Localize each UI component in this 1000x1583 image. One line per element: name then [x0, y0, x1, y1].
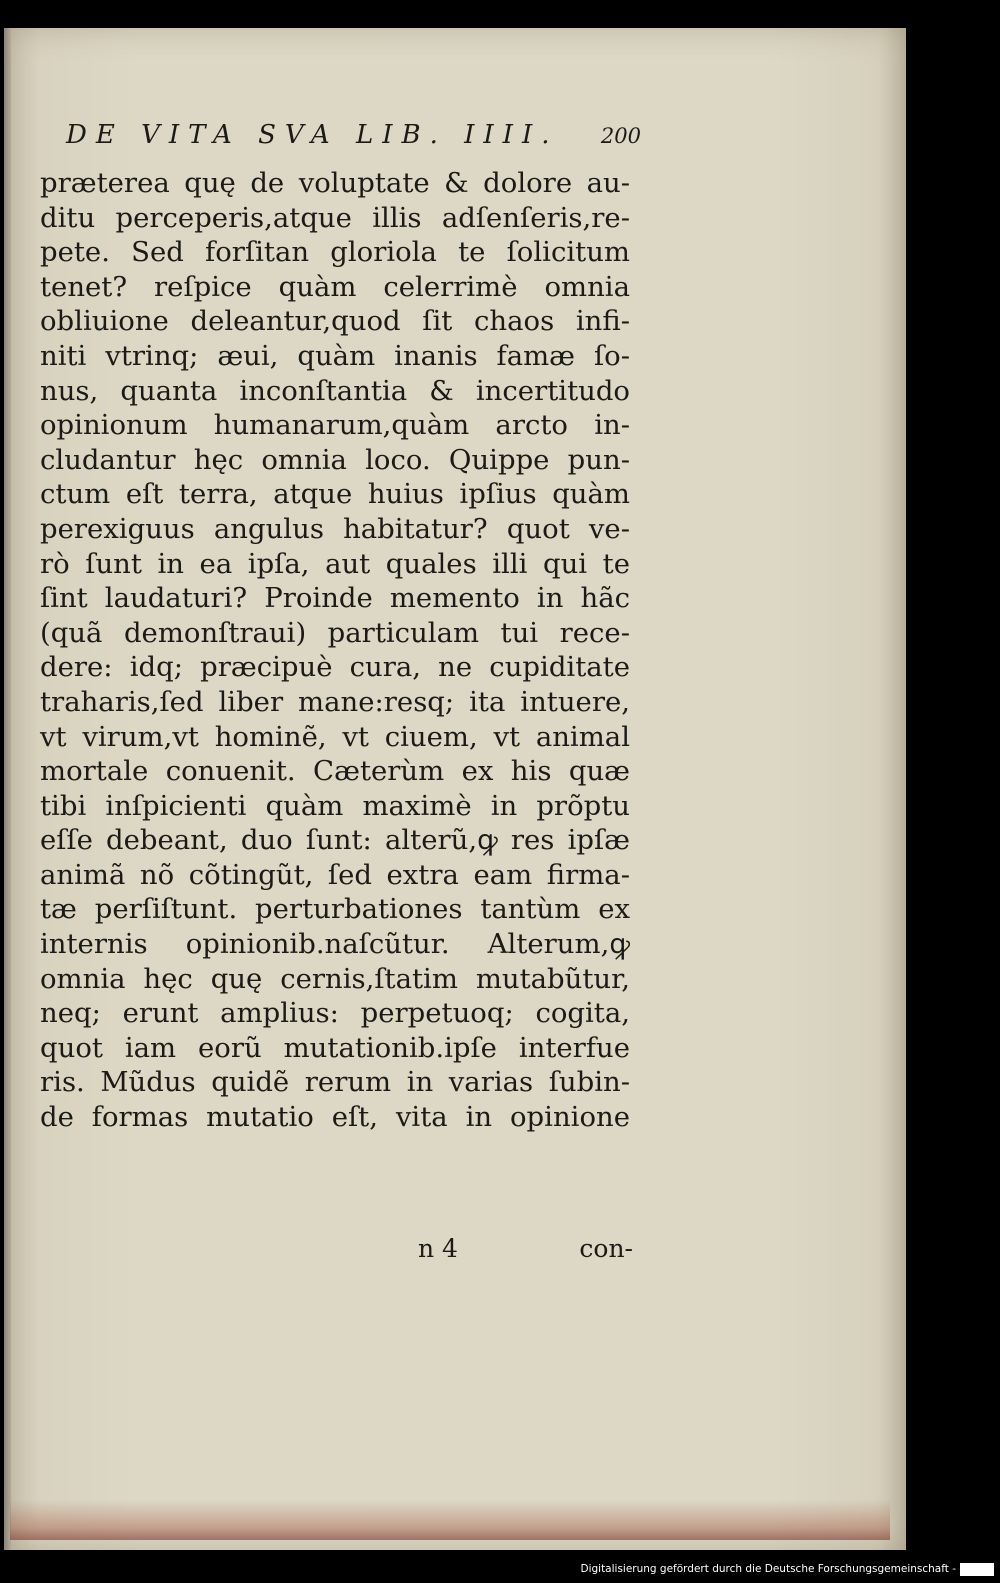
footer-credit: Digitalisierung gefördert durch die Deutsche Forschungsgemeinschaft -	[580, 1563, 956, 1575]
catchline	[418, 1234, 633, 1268]
page-gutter-edge	[4, 28, 11, 1550]
text-line: internis opinionib.naſcũtur. Alterum,ꝙ	[40, 928, 630, 961]
text-line: cludantur hęc omnia loco. Quippe pun-	[40, 443, 630, 476]
text-line: niti vtrinq; æui, quàm inanis famæ ſo-	[40, 339, 630, 372]
digitization-footer	[580, 1559, 994, 1579]
text-line: mortale conuenit. Cæterùm ex his quæ	[40, 755, 630, 788]
text-line: ctum eſt terra, atque huius ipſius quàm	[40, 478, 630, 511]
text-line: pete. Sed forſitan gloriola te ſolicitum	[40, 236, 630, 269]
text-line: ſint laudaturi? Proinde memento in hãc	[40, 582, 630, 615]
text-line: ris. Mũdus quidẽ rerum in varias ſubin-	[40, 1066, 630, 1099]
text-line: omnia hęc quę cernis,ſtatim mutabũtur,	[40, 962, 630, 995]
dfg-logo-icon	[960, 1563, 994, 1576]
text-line: rò ſunt in ea ipſa, aut quales illi qui te	[40, 547, 630, 580]
folio-number: 200	[600, 124, 641, 148]
text-line: perexiguus angulus habitatur? quot ve-	[40, 512, 630, 545]
body-text	[40, 166, 630, 1135]
text-line: præterea quę de voluptate & dolore au-	[40, 167, 630, 199]
text-line: de formas mutatio eſt, vita in opinione	[40, 1101, 630, 1134]
text-line: quot iam eorũ mutationib.ipſe interfue	[40, 1031, 630, 1064]
text-line: ditu perceperis,atque illis adſenſeris,re-	[40, 201, 630, 234]
text-line: obliuione deleantur,quod ſit chaos infi-	[40, 305, 630, 338]
text-line: tenet? reſpice quàm celerrimè omnia	[40, 270, 630, 303]
text-line: neq; erunt amplius: perpetuoq; cogita,	[40, 997, 630, 1030]
signature-mark: n 4	[418, 1234, 458, 1263]
text-line: dere: idq; præcipuè cura, ne cupiditate	[40, 651, 630, 684]
page-header	[66, 120, 641, 160]
text-line: traharis,ſed liber mane:resq; ita intuere,	[40, 685, 630, 718]
text-line: tæ perſiſtunt. perturbationes tantùm ex	[40, 893, 630, 926]
page-bottom-stain	[10, 1500, 890, 1540]
text-line: nus, quanta inconſtantia & incertitudo	[40, 374, 630, 407]
text-line: animã nõ cõtingũt, ſed extra eam firma-	[40, 858, 630, 891]
running-title: DE VITA SVA LIB. IIII.	[66, 120, 559, 150]
text-line: opinionum humanarum,quàm arcto in-	[40, 409, 630, 442]
text-line: (quã demonſtraui) particulam tui rece-	[40, 616, 630, 649]
catchword: con-	[579, 1234, 633, 1263]
text-line: vt virum,vt hominẽ, vt ciuem, vt animal	[40, 720, 630, 753]
text-line: tibi inſpicienti quàm maximè in prõptu	[40, 789, 630, 822]
text-line: eſſe debeant, duo ſunt: alterũ,ꝙ res ipſæ	[40, 824, 630, 857]
